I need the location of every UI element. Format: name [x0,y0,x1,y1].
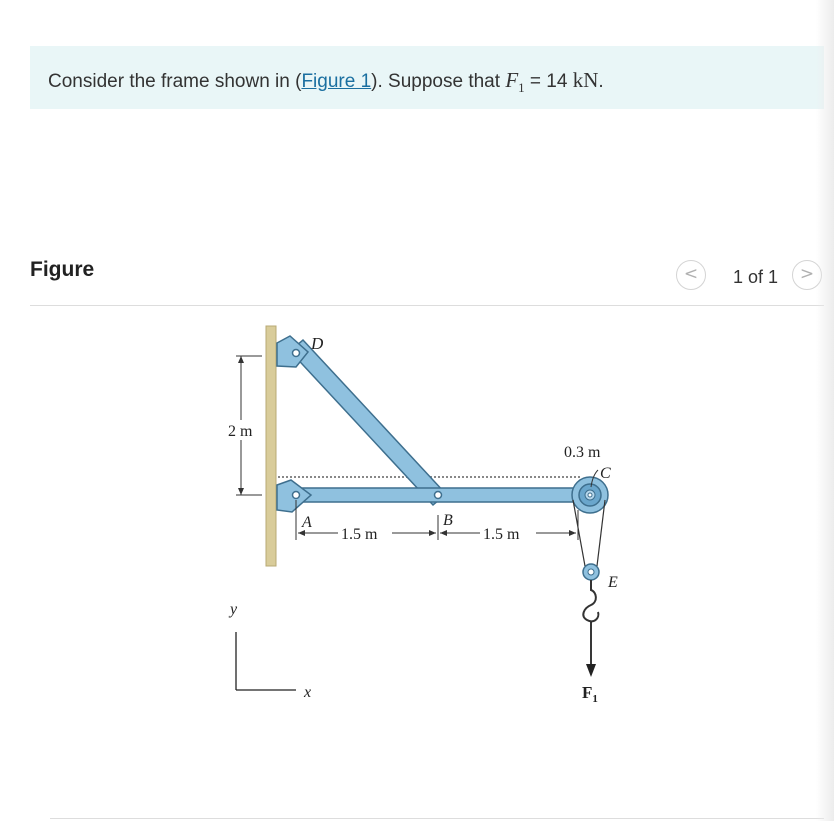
hook [583,580,598,621]
label-a: A [302,514,312,531]
dim-ab-arrow-right [429,530,436,536]
pulley-e-hub [588,569,594,575]
next-figure-button[interactable]: > [792,260,822,290]
dim-2m-arrow-top [238,356,244,363]
force-label-sub: 1 [592,693,598,705]
figure-divider-bottom [50,818,824,819]
label-e: E [608,574,618,591]
pin-c [588,493,592,497]
dim-2m-label: 2 m [228,423,253,440]
problem-text-after: ). Suppose that [371,71,506,92]
force-label-letter: F [582,683,593,702]
dim-bc-arrow-left [440,530,447,536]
label-b: B [443,512,453,529]
label-d: D [311,334,324,353]
wall [266,326,276,566]
figure-heading: Figure [30,258,95,281]
problem-period: . [598,71,604,92]
dim-bc-label: 1.5 m [483,526,520,543]
axis-y-label: y [230,601,238,618]
dim-2m-arrow-bottom [238,488,244,495]
problem-text-before: Consider the frame shown in ( [48,71,302,92]
force-var-letter: F [505,68,519,92]
pin-a [293,492,300,499]
scroll-edge-shadow [816,0,834,821]
force-label [582,683,598,705]
force-var-sub: 1 [518,80,525,96]
figure-1-link[interactable]: Figure 1 [301,71,372,92]
previous-figure-button[interactable]: < [676,260,706,290]
force-equals-value: = 14 [524,71,573,92]
axis-x-label: x [304,684,312,701]
figure-page-count: 1 of 1 [732,267,778,287]
label-c: C [600,465,611,482]
dim-bc-arrow-right [569,530,576,536]
force-arrow-head [586,664,596,677]
pin-b [435,492,442,499]
force-unit: kN [572,68,599,92]
dim-radius-label: 0.3 m [564,444,601,461]
pin-d [293,350,300,357]
dim-ab-label: 1.5 m [341,526,378,543]
member-db-body [290,340,446,505]
